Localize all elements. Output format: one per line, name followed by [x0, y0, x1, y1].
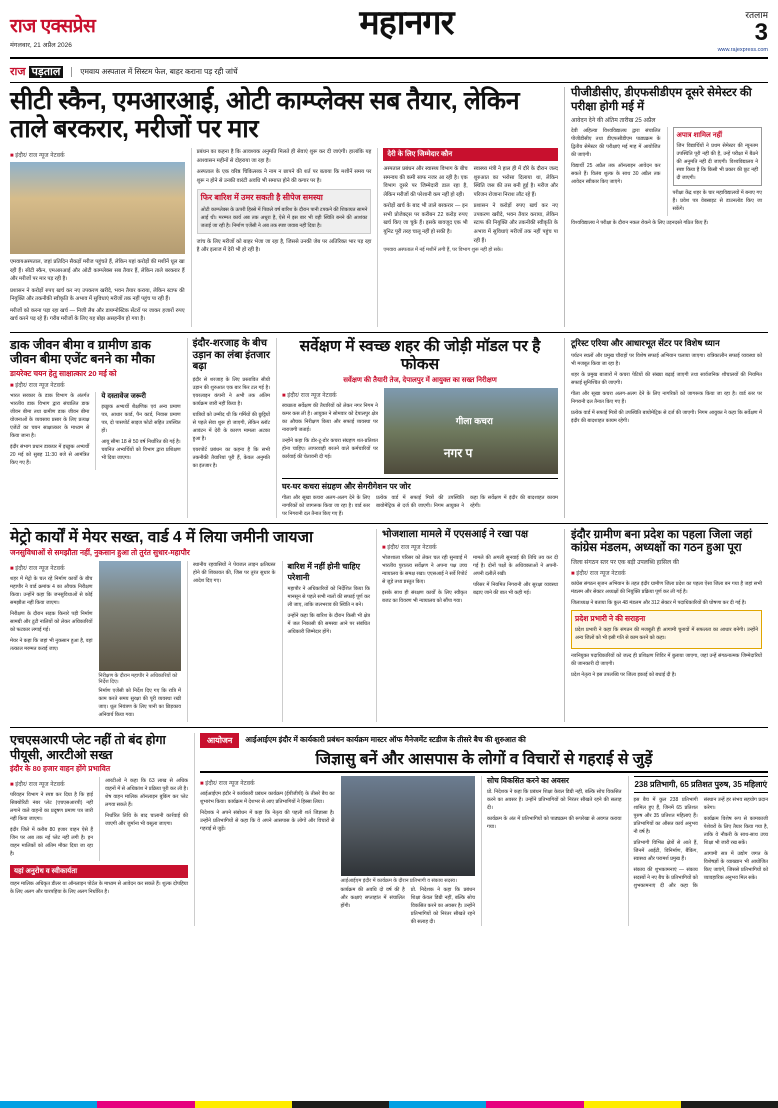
congress-byline: [571, 569, 762, 577]
metro-rain-text: [288, 585, 371, 636]
paragraph: अस्पताल प्रबंधन और स्वास्थ्य विभाग के बीच समन्वय की कमी साफ नजर आ रही है। एक विभाग दूसरे पर जिम्मेदारी डाल रहा है, लेकिन मरीजों की परेशानी कम नहीं हो रही।: [383, 166, 468, 198]
edition-title-block: [95, 6, 717, 40]
pgdca-col2: [667, 127, 763, 216]
congress-article: [564, 529, 762, 723]
publisher-logo: [10, 6, 95, 49]
paragraph: मेयर ने कहा कि जहां भी नुकसान हुआ है, वहां तत्काल मरम्मत कराई जाए।: [10, 638, 93, 653]
pgdca-columns: [571, 127, 762, 216]
congress-headline: इंदौर ग्रामीण बना प्रदेश का पहला जिला जहां कांग्रेस मंडलम, अध्यक्षों का गठन हुआ पूरा: [571, 528, 752, 555]
main-column: [10, 87, 558, 327]
hsrp-box-text: वाहन मालिक अधिकृत डीलर या ऑनलाइन पोर्टल के माध्यम से आवेदन कर सकते हैं। शुल्क दोपहिया के लिए अलग और चारपहिया के लिए अलग निर्धारित है।: [10, 881, 188, 896]
paragraph: मरीजों को करना पड़ा रहा खर्च — निजी लैब और डायग्नोस्टिक सेंटरों पर जाकर हजारों रुपए खर्च करने पड़ रहे हैं। गरीब मरीजों के लिए यह बोझ असहनीय हो गया है।: [10, 307, 185, 323]
paragraph: आरटीओ ने कहा कि 63 लाख से अधिक वाहनों में से अधिकांश ने प्रक्रिया पूरी कर ली है। शेष वाहन मालिक ऑनलाइन बुकिंग कर प्लेट लगवा सकते हैं।: [105, 778, 188, 809]
band-yellow-2: [584, 1101, 681, 1108]
congress-praise-text: [575, 626, 758, 642]
event-photo: [341, 776, 476, 876]
paragraph: कार्यक्रम विशेष रूप से कामकाजी पेशेवरों के लिए तैयार किया गया है, ताकि वे नौकरी के साथ-साथ उच्च शिक्षा भी जारी रख सकें।: [703, 816, 768, 847]
event-photo-block: [341, 776, 476, 926]
paragraph: यात्रियों को उम्मीद थी कि गर्मियों की छुट्टियों से पहले सेवा शुरू हो जाएगी, लेकिन स्लॉट आवंटन में देरी के कारण मामला अटका हुआ है।: [192, 411, 270, 442]
event-body-1: [200, 790, 335, 833]
paragraph: अस्पताल के एक वरिष्ठ चिकित्सक ने नाम न छापने की शर्त पर बताया कि मशीनें समय पर शुरू न होने से उनकी वारंटी अवधि भी समाप्त होने की कगार पर है।: [196, 169, 372, 184]
event-sub-title: सोच विकसित करने का अवसर: [487, 776, 569, 786]
hsrp-headline: एचएसआरपी प्लेट नहीं तो बंद होगा पीयूसी, आरटीओ सख्त: [10, 733, 166, 762]
event-badge: आयोजन: [200, 733, 239, 748]
congress-tail: [571, 652, 762, 679]
ineligible-box: [673, 127, 763, 186]
paragraph: इंदौर संभाग प्रधान डाकघर में इच्छुक अभ्यर्थी 20 मई को सुबह 11:30 बजे से आमंत्रित किए गए हैं।: [10, 443, 90, 466]
byline-text: इंदौर/ राज न्यूज नेटवर्क: [15, 382, 65, 389]
event-photo-caption: आईआईएम इंदौर में कार्यक्रम के दौरान प्रतिभागी व संकाय सदस्य।: [340, 878, 457, 885]
metro-col3: [187, 561, 276, 722]
hsrp-box-title: यहां अनुरोध व स्वीकार्यता: [10, 865, 188, 878]
paragraph: प्रशासन ने करोड़ों रुपए खर्च कर नए उपकरण खरीदे, भवन तैयार कराया, लेकिन स्टाफ की नियुक्ति और तकनीकी स्वीकृति के अभाव में सुविधाएं मरीजों तक नहीं पहुंच पा रही हैं।: [473, 203, 558, 244]
pgdca-col2-body: [673, 189, 763, 213]
masthead: [10, 6, 768, 59]
divider: [10, 523, 768, 524]
byline-text: इंदौर/ राज न्यूज नेटवर्क: [15, 782, 65, 789]
pgdca-extra: [571, 219, 762, 227]
section-badge-first: राज: [10, 66, 26, 78]
paragraph: नवनियुक्त पदाधिकारियों को जल्द ही प्रशिक्षण शिविर में बुलाया जाएगा, जहां उन्हें संगठनात्मक जिम्मेदारियों की जानकारी दी जाएगी।: [571, 652, 762, 667]
byline-text: इंदौर/ राज न्यूज नेटवर्क: [205, 781, 255, 788]
paragraph: प्रो. निदेशक ने कहा कि प्रबंधन शिक्षा केवल डिग्री नहीं, बल्कि सोच विकसित करने का अवसर है। उन्होंने प्रतिभागियों को निरंतर सीखते रहने की सलाह दी।: [410, 887, 475, 926]
paragraph: इच्छुक अभ्यर्थी शैक्षणिक एवं अन्य प्रमाण पत्र, आधार कार्ड, पैन कार्ड, निवास प्रमाण पत्र, दो पासपोर्ट साइज फोटो सहित उपस्थित हों।: [101, 403, 181, 434]
paragraph: एयरपोर्ट प्रबंधन का कहना है कि सभी तकनीकी तैयारियां पूरी हैं, केवल अनुमति का इंतजार है।: [192, 446, 270, 469]
byline-dot: ■: [10, 382, 14, 389]
top-grid: [10, 87, 768, 327]
third-grid: [10, 529, 768, 723]
event-col4: [628, 776, 769, 926]
ineligible-box-title: अपात्र शामिल नहीं: [676, 132, 723, 140]
pgdca-headline: पीजीडीसीए, डीएफसीडीएम दूसरे सेमेस्टर की परीक्षा होगी मई में: [571, 87, 752, 113]
paragraph: प्रदेश प्रभारी ने कहा कि संगठन की मजबूती ही आगामी चुनावों में सफलता का आधार बनेगी। उन्होंने अन्य जिलों को भी इसी गति से काम करने को कहा।: [575, 626, 758, 641]
paragraph: विश्वविद्यालय ने परीक्षा के दौरान नकल रोकने के लिए उड़नदस्ते गठित किए हैं।: [571, 220, 709, 227]
lead-col2-body: [197, 148, 372, 185]
hsrp-byline: [10, 780, 93, 788]
metro-rain-box: [282, 561, 371, 722]
band-cyan: [0, 1101, 97, 1108]
metro-headline: मेट्रो कार्यों में मेयर सख्त, वार्ड 4 में लिया जमीनी जायजा: [10, 528, 313, 546]
metro-byline: [10, 564, 93, 572]
right-rail-2: [564, 338, 762, 518]
row3-wrap: [10, 529, 558, 723]
paragraph: प्रतिभागी विभिन्न क्षेत्रों से आते हैं, जिनमें आईटी, विनिर्माण, बैंकिंग, स्वास्थ्य और परामर्श प्रमुख हैं।: [633, 840, 698, 863]
byline-dot: ■: [282, 392, 286, 399]
sharjah-headline: इंदौर-शरजाह के बीच उड़ान का लंबा इंतजार बढ़ा: [192, 338, 270, 373]
postal-docs-body: [101, 403, 180, 462]
lead-headline: सीटी स्कैन, एमआरआई, ओटी काम्प्लेक्स सब तैयार, लेकिन ताले बरकरार, मरीजों पर मार: [10, 87, 520, 143]
byline-dot: ■: [10, 153, 14, 159]
sharjah-article: [187, 338, 270, 518]
paragraph: निर्माण एजेंसी को निर्देश दिए गए कि रात्रि में काम करते समय सुरक्षा की पूरी व्यवस्था रखी जाए। धूल नियंत्रण के लिए पानी का छिड़काव अनिवार्य किया गया।: [98, 688, 181, 719]
paragraph: स्थानीय रहवासियों ने पेयजल लाइन क्षतिग्रस्त होने की शिकायत की, जिस पर तुरंत सुधार के आदेश दिए गए।: [193, 562, 276, 585]
paragraph: प्रत्येक वार्ड में सफाई मित्रों की उपस्थिति बायोमेट्रिक से दर्ज की जाएगी। निगम आयुक्त ने कहा कि सर्वेक्षण में इंदौर की बादशाहत कायम रहेगी।: [571, 410, 762, 425]
postal-article: [10, 338, 181, 518]
postal-headline: डाक जीवन बीमा व ग्रामीण डाक जीवन बीमा एजेंट बनने का मौका: [10, 338, 155, 367]
paragraph: इस बैच में कुल 238 प्रतिभागी शामिल हुए हैं, जिनमें 65 प्रतिशत पुरुष और 35 प्रतिशत महिलाएं हैं। प्रतिभागियों का औसत कार्य अनुभव नौ वर्ष है।: [633, 797, 698, 836]
metro-subhead: जनसुविधाओं से समझौता नहीं, नुकसान हुआ तो तुरंत सुधार-महापौर: [10, 548, 190, 558]
divider: [10, 727, 768, 728]
paragraph: इसके साथ ही संरक्षण कार्यों के लिए स्वीकृत बजट का विवरण भी न्यायालय को सौंपा गया।: [382, 590, 467, 605]
section-strip: [10, 61, 768, 83]
survey-col1: [282, 388, 378, 474]
pgdca-col1: [571, 127, 661, 216]
tourist-headline: टूरिस्ट एरिया और आधारभूत सेंटर पर विशेष ध्यान: [571, 338, 720, 349]
byline-text: इंदौर/ राज न्यूज नेटवर्क: [15, 153, 65, 159]
paragraph: शहर में मेट्रो के चल रहे निर्माण कार्यों के बीच महापौर ने वार्ड क्रमांक 4 का औचक निरीक्षण किया। उन्होंने कहा कि जनसुविधाओं से कोई समझौता नहीं किया जाएगा।: [10, 576, 93, 607]
metro-photo-caption: निरीक्षण के दौरान महापौर ने अधिकारियों को निर्देश दिए।: [98, 673, 178, 686]
paragraph: परीक्षा केंद्र शहर के चार महाविद्यालयों में बनाए गए हैं। प्रवेश पत्र वेबसाइट से डाउनलोड किए जा सकेंगे।: [672, 190, 762, 213]
lead-col-2: [191, 148, 372, 327]
paragraph: इंदौर जिले में करीब 80 हजार वाहन ऐसे हैं जिन पर अब तक नई प्लेट नहीं लगी है। इन वाहन मालिकों को अंतिम मौका दिया जा रहा है।: [10, 827, 93, 858]
event-cols: [200, 776, 768, 926]
page-number: 3: [754, 19, 768, 46]
lead-col2-extra: [197, 238, 372, 255]
pgdca-body: [571, 127, 661, 186]
rain-sidebar-box: [197, 189, 372, 234]
ineligible-box-text: जिन विद्यार्थियों ने प्रथम सेमेस्टर की न्यूनतम उपस्थिति पूरी नहीं की है, उन्हें परीक्षा में बैठने की अनुमति नहीं दी जाएगी। विश्वविद्यालय ने स्पष्ट किया है कि किसी भी प्रकार की छूट नहीं दी जाएगी।: [676, 143, 758, 182]
byline-dot: ■: [571, 570, 575, 577]
event-stats: 238 प्रतिभागी, 65 प्रतिशत पुरुष, 35 महिलाएं: [634, 776, 769, 793]
paragraph: एमवायअस्पताल, जहां प्रतिदिन सैकड़ों मरीज पहुंचते हैं, लेकिन यहां करोड़ों की मशीनें धूल खा रही हैं। सीटी स्कैन, एमआरआई और ओटी काम्प्लेक्स सब तैयार हैं, लेकिन ताले बरकरार हैं और मरीजों पर मार पड़ रही है।: [10, 259, 185, 283]
event-headline: जिज्ञासु बनें और आसपास के लोगों व विचारों से गहराई से जुड़ें: [200, 751, 768, 773]
lead-article-grid: [10, 148, 558, 327]
postal-docs-title: ये दस्तावेज जरूरी: [101, 392, 146, 400]
paragraph: प्रो. निदेशक ने कहा कि प्रबंधन शिक्षा केवल डिग्री नहीं, बल्कि सोच विकसित करने का अवसर है। उन्होंने प्रतिभागियों को निरंतर सीखते रहने की सलाह दी।: [487, 789, 622, 812]
paragraph: जांच के लिए मरीजों को बाहर भेजा जा रहा है, जिससे उनकी जेब पर अतिरिक्त भार पड़ रहा है और इलाज में देरी भी हो रही है।: [196, 238, 372, 254]
paragraph: स्वास्थ्य मंत्री ने हाल ही में दौरे के दौरान जल्द शुरुआत का भरोसा दिलाया था, लेकिन स्थिति जस की तस बनी हुई है। मरीज और परिजन रोजाना निराश लौट रहे हैं।: [473, 166, 558, 198]
survey-byline: [282, 391, 378, 399]
metro-photo-block: [99, 561, 182, 722]
hsrp-col1: [10, 777, 93, 861]
second-main: [10, 338, 558, 518]
bhojshala-body: [382, 554, 558, 605]
paragraph: कार्यक्रम की अवधि दो वर्ष की है और कक्षाएं सप्ताहांत में संचालित होंगी।: [340, 887, 405, 910]
band-yellow: [195, 1101, 292, 1108]
bhojshala-headline: भोजशाला मामले में एएसआई ने रखा पक्ष: [382, 528, 528, 540]
byline-text: इंदौर/ राज न्यूज नेटवर्क: [387, 545, 437, 552]
lead-photo-caption: एमवाय अस्पताल में नई मशीनें लगी हैं, पर विभाग शुरू नहीं हो सके।: [383, 247, 503, 254]
band-cyan-2: [389, 1101, 486, 1108]
photo-label-wet-waste: गीला कचरा: [455, 415, 493, 426]
publisher-name: राज एक्सप्रेस: [10, 16, 96, 37]
congress-praise-title: प्रदेश प्रभारी ने की सराहना: [575, 613, 646, 623]
blame-box-body: [383, 165, 558, 245]
congress-praise-box: [571, 610, 762, 649]
edition-meta: [718, 6, 768, 53]
metro-photo: [99, 561, 182, 671]
survey-body: [282, 402, 378, 461]
paragraph: प्रदेश नेतृत्व ने इस उपलब्धि पर जिला इकाई को बधाई दी है।: [571, 671, 677, 678]
publication-date: मंगलवार, 21 अप्रैल 2026: [10, 42, 72, 49]
lead-col-1: [10, 148, 185, 327]
row2-top: [10, 338, 558, 518]
paragraph: प्रबंधन का कहना है कि आवश्यक अनुमति मिलते ही सेवाएं शुरू कर दी जाएंगी। हालांकि यह आश्वासन महीनों से दोहराया जा रहा है।: [196, 149, 372, 164]
byline-dot: ■: [200, 781, 204, 788]
website-url[interactable]: www.rajexpress.com: [717, 47, 768, 53]
event-col3: [481, 776, 622, 926]
postal-subhead: डायरेक्ट चयन हेतु साक्षात्कार 20 मई को: [10, 368, 117, 378]
event-sub-body: [487, 788, 622, 831]
hsrp-body2: [105, 777, 188, 828]
bhojshala-article: [376, 529, 558, 723]
event-stat-body: [634, 796, 769, 890]
postal-col1: [10, 392, 89, 470]
paragraph: करोड़ों खर्च के बाद भी ताले बरकरार — इन सभी प्रोजेक्ट्स पर करीबन 22 करोड़ रुपए खर्च किए जा चुके हैं। इसके बावजूद एक भी यूनिट पूरी तरह चालू नहीं हो सकी है।: [383, 203, 468, 236]
paragraph: आईआईएम इंदौर ने कार्यकारी प्रबंधन कार्यक्रम (ईपीजीपी) के तीसरे बैच का शुभारंभ किया। कार्यक्रम में देशभर से आए प्रतिभागियों ने हिस्सा लिया।: [200, 791, 335, 806]
paragraph: कार्यक्रम के अंत में प्रतिभागियों को पाठ्यक्रम की रूपरेखा से अवगत कराया गया।: [487, 816, 622, 831]
paragraph: निरीक्षण के दौरान सड़क किनारे पड़ी निर्माण सामग्री और टूटी नालियों को लेकर अधिकारियों को फटकार लगाई गई।: [10, 611, 93, 634]
metro-col3-body: [193, 561, 276, 585]
divider: [10, 332, 768, 333]
paragraph: उन्होंने कहा कि डोर-टू-डोर कचरा संग्रहण शत-प्रतिशत होना चाहिए। लापरवाही बरतने वाले कर्मचारियों पर कार्रवाई की चेतावनी दी गई।: [282, 437, 378, 460]
congress-subhead: जिला संगठन स्तर पर एक बड़ी उपलब्धि हासिल की: [571, 559, 679, 566]
event-col1: [200, 776, 335, 926]
event-body-2: [341, 886, 476, 926]
byline-text: इंदौर/ राज न्यूज नेटवर्क: [287, 392, 337, 399]
paragraph: देवी अहिल्या विश्वविद्यालय द्वारा संचालित पीजीडीसीए तथा डीएफसीडीएम पाठ्यक्रम के द्वितीय सेमेस्टर की परीक्षाएं मई माह में आयोजित की जाएंगी।: [571, 128, 661, 159]
survey-headline: सर्वेक्षण में स्वच्छ शहर की जोड़ी मॉडल पर है फोकस: [299, 338, 541, 373]
paragraph: स्वच्छता सर्वेक्षण की तैयारियों को लेकर नगर निगम ने कमर कस ली है। आयुक्त ने सोमवार को देपालपुर क्षेत्र का औचक निरीक्षण किया और सफाई व्यवस्था पर नाराजगी जताई।: [282, 402, 378, 433]
metro-article: [10, 529, 370, 723]
paragraph: जिलाध्यक्ष ने बताया कि कुल 48 मंडलम और 312 सेक्टर में पदाधिकारियों की घोषणा कर दी गई है।: [571, 599, 747, 606]
paragraph: प्रशासन ने करोड़ों रुपए खर्च कर नए उपकरण खरीदे, भवन तैयार कराया, लेकिन स्टाफ की नियुक्ति और तकनीकी स्वीकृति के अभाव में सुविधाएं मरीजों तक नहीं पहुंच पा रही हैं।: [10, 287, 185, 303]
survey-cols: [282, 388, 558, 474]
byline-text: इंदौर/ राज न्यूज नेटवर्क: [15, 566, 65, 573]
hsrp-cols: [10, 777, 188, 861]
section-badge: [10, 64, 63, 79]
paragraph: पर्यटन स्थलों और प्रमुख चौराहों पर विशेष सफाई अभियान चलाया जाएगा। रात्रिकालीन सफाई व्यवस्था को भी मजबूत किया जा रहा है।: [571, 353, 762, 368]
paragraph: भोजशाला परिसर को लेकर चल रही सुनवाई में भारतीय पुरातत्व सर्वेक्षण ने अपना पक्ष उच्च न्यायालय के समक्ष रखा। एएसआई ने सर्वे रिपोर्ट से जुड़े तथ्य प्रस्तुत किए।: [382, 555, 467, 586]
bhojshala-byline: [382, 543, 558, 551]
hsrp-body: [10, 791, 93, 858]
right-rail: [564, 87, 762, 327]
paragraph: शहर के प्रमुख बाजारों में कचरा पेटियों की संख्या बढ़ाई जाएगी तथा सार्वजनिक शौचालयों की नियमित सफाई सुनिश्चित की जाएगी।: [571, 372, 762, 387]
paragraph: आयु सीमा 18 से 50 वर्ष निर्धारित की गई है। चयनित अभ्यर्थियों को विभाग द्वारा प्रशिक्षण भी दिया जाएगा।: [101, 438, 181, 461]
paragraph: परिसर में नियमित निगरानी और सुरक्षा व्यवस्था बढ़ाए जाने की बात भी कही गई।: [473, 582, 558, 597]
congress-body: [571, 580, 762, 607]
event-article: [194, 733, 768, 926]
edition-city: रतलाम: [745, 10, 768, 20]
section-subtitle: एमवाय अस्पताल में सिस्टम फेल, बाहर कराना पड़ रही जांचें: [71, 67, 237, 77]
band-magenta-2: [486, 1101, 583, 1108]
paragraph: गीला और सूखा कचरा अलग-अलग देने के लिए नागरिकों को जागरूक किया जा रहा है। वार्ड स्तर पर निगरानी दल तैनात किए गए हैं।: [571, 391, 762, 406]
paragraph: प्रत्येक वार्ड में सफाई मित्रों की उपस्थिति बायोमेट्रिक से दर्ज की जाएगी। निगम आयुक्त ने कहा कि सर्वेक्षण में इंदौर की बादशाहत कायम रहेगी।: [376, 494, 558, 509]
byline-dot: ■: [10, 782, 14, 789]
photo-label-nagar: नगर प: [443, 445, 473, 460]
metro-body: [10, 575, 93, 653]
lead-byline: [10, 151, 185, 159]
paragraph: मामले की अगली सुनवाई की तिथि तय कर दी गई है। दोनों पक्षों के अधिवक्ताओं ने अपनी-अपनी दलीलें रखीं।: [473, 555, 558, 578]
event-header: [200, 733, 768, 748]
metro-photo-body: [99, 687, 182, 719]
second-grid: [10, 338, 768, 518]
paragraph: कांग्रेस संगठन सृजन अभियान के तहत इंदौर ग्रामीण जिला प्रदेश का पहला ऐसा जिला बन गया है जहां सभी मंडलम और सेक्टर अध्यक्षों की नियुक्ति प्रक्रिया पूर्ण कर ली गई है।: [571, 580, 762, 595]
survey-sub-title: घर-घर कचरा संग्रहण और सेगरीगेशन पर जोर: [282, 478, 558, 492]
rain-box-title: फिर बारिश में उमर सकती है सीपेज समस्या: [200, 193, 323, 203]
pgdca-subhead: आवेदन देने की अंतिम तारीख 25 अप्रैल: [571, 118, 656, 125]
event-byline: [200, 779, 335, 787]
hsrp-subhead: इंदौर के 80 हजार वाहन होंगे प्रभावित: [10, 764, 111, 774]
tourist-body: [571, 352, 762, 425]
blame-box-title: देरी के लिए जिम्मेदार कौन: [383, 148, 558, 161]
survey-article: [276, 338, 558, 518]
lead-col1-body: [10, 258, 185, 324]
paragraph: उन्होंने कहा कि बारिश के दौरान किसी भी क्षेत्र में जल निकासी की समस्या आने पर संबंधित अधिकारी जिम्मेदार होंगे।: [287, 613, 370, 636]
byline-dot: ■: [382, 545, 386, 552]
event-kicker: आईआईएम इंदौर में कार्यकारी प्रबंधन कार्यक्रम मास्टर ऑफ मैनेजमेंट स्टडीज के तीसरे बैच की शुरुआत की: [245, 735, 526, 745]
paragraph: इंदौर से शरजाह के लिए प्रस्तावित सीधी उड़ान की शुरुआत एक बार फिर टल गई है। एयरलाइन कंपनी ने अभी तक अंतिम कार्यक्रम जारी नहीं किया है।: [192, 376, 270, 407]
survey-photo-block: [384, 388, 558, 474]
lead-col-3: [377, 148, 558, 327]
band-black: [292, 1101, 389, 1108]
section-badge-second: पड़ताल: [29, 66, 64, 78]
survey-subhead: सर्वेक्षण की तैयारी तेज, देपालपुर में आयुक्त का सख्त निरीक्षण: [343, 376, 497, 384]
paragraph: महापौर ने अधिकारियों को निर्देशित किया कि मानसून से पहले सभी नालों की सफाई पूर्ण कर ली जाए, ताकि जलभराव की स्थिति न बने।: [287, 586, 370, 609]
color-registration-band: [0, 1101, 778, 1108]
hsrp-col2: [99, 777, 188, 861]
rain-box-text: ओटी काम्प्लेक्स के ऊपरी हिस्से में पिछले वर्ष बारिश के दौरान पानी टपकने की शिकायत सामने आई थी। मरम्मत कार्य अब तक अधूरा है, ऐसे में इस बार भी वही स्थिति बनने की आशंका जताई जा रही है। निर्माण एजेंसी ने अब तक स्पष्ट जवाब नहीं दिया है।: [200, 206, 368, 229]
band-magenta: [97, 1101, 194, 1108]
paragraph: गीला और सूखा कचरा अलग-अलग देने के लिए नागरिकों को जागरूक किया जा रहा है। वार्ड स्तर पर निगरानी दल तैनात किए गए हैं।: [282, 494, 370, 517]
paragraph: भारत सरकार के डाक विभाग के अंतर्गत भारतीय डाक विभाग द्वारा संचालित डाक जीवन बीमा तथा ग्रामीण डाक जीवन बीमा योजनाओं के व्यवसाय प्रसार के लिए प्रत्यक्ष एजेंटों का चयन साक्षात्कार के माध्यम से किया जाना है।: [10, 392, 90, 439]
survey-sub-body: [282, 494, 558, 518]
fourth-grid: [10, 733, 768, 926]
byline-text: इंदौर/ राज न्यूज नेटवर्क: [576, 570, 626, 577]
edition-title: महानगर: [359, 4, 454, 42]
paragraph: निदेशक ने अपने संबोधन में कहा कि नेतृत्व की पहली शर्त जिज्ञासा है। उन्होंने प्रतिभागियों से कहा कि वे अपने आसपास के लोगों और विचारों से गहराई से जुड़ें।: [200, 810, 335, 833]
metro-col1: [10, 561, 93, 722]
sharjah-body: [193, 376, 270, 470]
third-main: [10, 529, 558, 723]
byline-dot: ■: [10, 566, 14, 573]
band-black-2: [681, 1101, 778, 1108]
postal-body: [10, 392, 89, 467]
metro-rain-title: बारिश में नहीं होनी चाहिए परेशानी: [287, 562, 361, 583]
paragraph: आगामी सत्र में उद्योग जगत के विशेषज्ञों के व्याख्यान भी आयोजित किए जाएंगे, जिससे प्रतिभागियों को व्यावहारिक अनुभव मिल सके।: [703, 851, 768, 882]
hsrp-article: [10, 733, 188, 926]
paragraph: संकाय की शुभकामनाएं — संकाय सदस्यों ने नए बैच के प्रतिभागियों को शुभकामनाएं दीं और कहा कि संस्थान उन्हें हर संभव सहयोग प्रदान करेगा।: [633, 797, 768, 890]
postal-cols: [10, 392, 181, 470]
paragraph: परिवहन विभाग ने स्पष्ट कर दिया है कि हाई सिक्योरिटी नंबर प्लेट (एचएसआरपी) नहीं लगाने वाले वाहनों का प्रदूषण प्रमाण पत्र जारी नहीं किया जाएगा।: [10, 792, 93, 823]
survey-photo: [384, 388, 558, 474]
paragraph: विद्यार्थी 25 अप्रैल तक ऑनलाइन आवेदन कर सकते हैं। विलंब शुल्क के साथ 30 अप्रैल तक आवेदन स्वीकार किए जाएंगे।: [571, 163, 661, 186]
metro-cols: [10, 561, 370, 722]
paragraph: निर्धारित तिथि के बाद चालानी कार्रवाई की जाएगी और जुर्माना भी वसूला जाएगा।: [105, 813, 188, 828]
lead-photo: [10, 162, 185, 254]
postal-byline: [10, 381, 181, 389]
postal-col2: [95, 392, 180, 470]
